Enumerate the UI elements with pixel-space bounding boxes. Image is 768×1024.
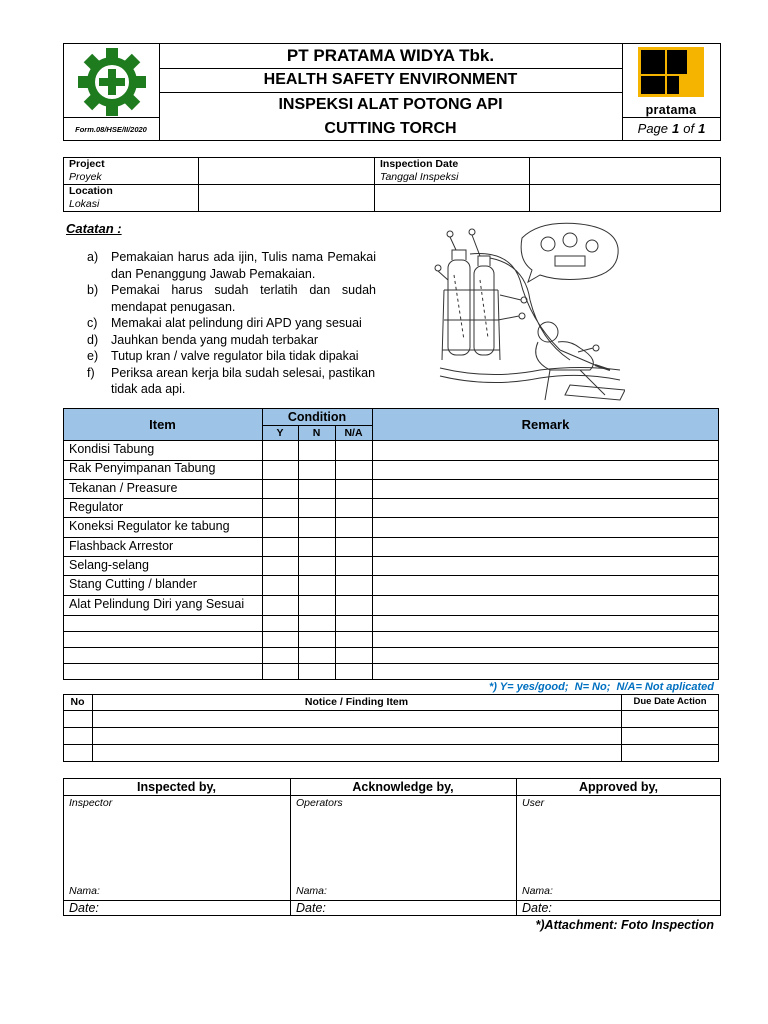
checklist-item-label: Kondisi Tabung bbox=[69, 442, 155, 456]
note-text: Jauhkan benda yang mudah terbakar bbox=[111, 332, 319, 347]
project-value-field[interactable] bbox=[199, 158, 373, 184]
hse-cross-logo bbox=[76, 48, 148, 116]
checklist-item-label: Rak Penyimpanan Tabung bbox=[69, 461, 216, 475]
page-total: 1 bbox=[698, 121, 706, 136]
note-text: Memakai alat pelindung diri APD yang sesuai bbox=[111, 316, 362, 330]
location-sublabel: Lokasi bbox=[69, 198, 100, 210]
note-item bbox=[87, 332, 376, 349]
note-letter: a) bbox=[87, 250, 99, 264]
form-title-en: CUTTING TORCH bbox=[324, 119, 457, 137]
pratama-logo bbox=[638, 47, 704, 115]
cutting-torch-illustration bbox=[430, 220, 625, 405]
note-text: Pemakai harus sudah terlatih dan sudah mendapat penugasan. bbox=[111, 283, 376, 314]
column-header-n: N bbox=[312, 426, 321, 439]
column-header-item: Item bbox=[149, 416, 176, 432]
note-item bbox=[87, 315, 376, 332]
page-number: 1 bbox=[672, 121, 680, 136]
note-letter: e) bbox=[87, 349, 99, 363]
column-header-remark: Remark bbox=[521, 416, 570, 432]
checklist-item-label: Flashback Arrestor bbox=[69, 539, 174, 553]
location-value-field[interactable] bbox=[199, 185, 373, 211]
inspector-name-label: Nama: bbox=[69, 885, 100, 897]
inspector-role: Inspector bbox=[69, 797, 113, 809]
operator-date-label: Date: bbox=[296, 901, 326, 915]
note-text: Tutup kran / valve regulator bila tidak dipakai bbox=[111, 349, 359, 363]
note-letter: b) bbox=[87, 283, 99, 297]
note-letter: d) bbox=[87, 332, 99, 347]
checklist-item-label: Koneksi Regulator ke tabung bbox=[69, 519, 230, 533]
note-text: Periksa arean kerja bila sudah selesai, pastikan tidak ada api. bbox=[111, 365, 376, 396]
note-letter: c) bbox=[87, 316, 98, 330]
company-name: PT PRATAMA WIDYA Tbk. bbox=[286, 46, 495, 65]
acknowledge-by-header: Acknowledge by, bbox=[352, 779, 454, 794]
column-header-y: Y bbox=[276, 426, 284, 439]
note-item bbox=[87, 249, 376, 282]
approved-by-header: Approved by, bbox=[579, 779, 658, 794]
page-indicator bbox=[622, 117, 721, 140]
findings-header-item: Notice / Finding Item bbox=[304, 696, 409, 708]
form-number: Form.08/HSE/II/2020 bbox=[75, 124, 147, 134]
pratama-logo-text: pratama bbox=[645, 103, 697, 117]
page-prefix: Page bbox=[637, 121, 669, 136]
operator-role: Operators bbox=[296, 797, 343, 809]
inspector-signature-area[interactable] bbox=[64, 810, 289, 882]
form-title-id: INSPEKSI ALAT POTONG API bbox=[278, 95, 503, 113]
department-name: HEALTH SAFETY ENVIRONMENT bbox=[263, 71, 518, 88]
inspected-by-header: Inspected by, bbox=[137, 779, 216, 794]
note-text: Pemakaian harus ada ijin, Tulis nama Pemakai dan Penanggung Jawab Pemakaian. bbox=[111, 250, 376, 281]
user-name-label: Nama: bbox=[522, 885, 553, 897]
note-item bbox=[87, 365, 376, 398]
inspector-date-label: Date: bbox=[69, 901, 99, 915]
findings-header-no: No bbox=[70, 696, 85, 708]
operator-signature-area[interactable] bbox=[291, 810, 515, 882]
notes-list bbox=[87, 249, 376, 398]
column-header-condition: Condition bbox=[287, 409, 347, 424]
checklist-item-label: Tekanan / Preasure bbox=[69, 481, 178, 495]
attachment-note: *)Attachment: Foto Inspection bbox=[535, 918, 714, 932]
user-signature-area[interactable] bbox=[517, 810, 720, 882]
checklist-item-label: Regulator bbox=[69, 500, 124, 514]
user-date-label: Date: bbox=[522, 901, 552, 915]
project-sublabel: Proyek bbox=[69, 171, 102, 183]
column-header-na: N/A bbox=[344, 426, 363, 439]
note-item bbox=[87, 348, 376, 365]
user-role: User bbox=[522, 797, 545, 809]
findings-header-due-date: Due Date Action bbox=[633, 695, 707, 707]
project-label: Project bbox=[69, 158, 105, 170]
inspection-date-label: Inspection Date bbox=[380, 158, 459, 170]
checklist-item-label: Alat Pelindung Diri yang Sesuai bbox=[69, 597, 245, 611]
page-of: of bbox=[683, 121, 695, 136]
condition-legend: *) Y= yes/good; N= No; N/A= Not aplicated bbox=[488, 681, 714, 693]
location-label: Location bbox=[69, 185, 113, 197]
notes-heading: Catatan : bbox=[66, 221, 122, 236]
note-item bbox=[87, 282, 376, 315]
operator-name-label: Nama: bbox=[296, 885, 327, 897]
inspection-date-value-field[interactable] bbox=[530, 158, 720, 184]
checklist-item-label: Selang-selang bbox=[69, 558, 149, 572]
checklist-item-label: Stang Cutting / blander bbox=[69, 577, 197, 591]
inspection-date-sublabel: Tanggal Inspeksi bbox=[380, 171, 459, 183]
note-letter: f) bbox=[87, 365, 95, 380]
